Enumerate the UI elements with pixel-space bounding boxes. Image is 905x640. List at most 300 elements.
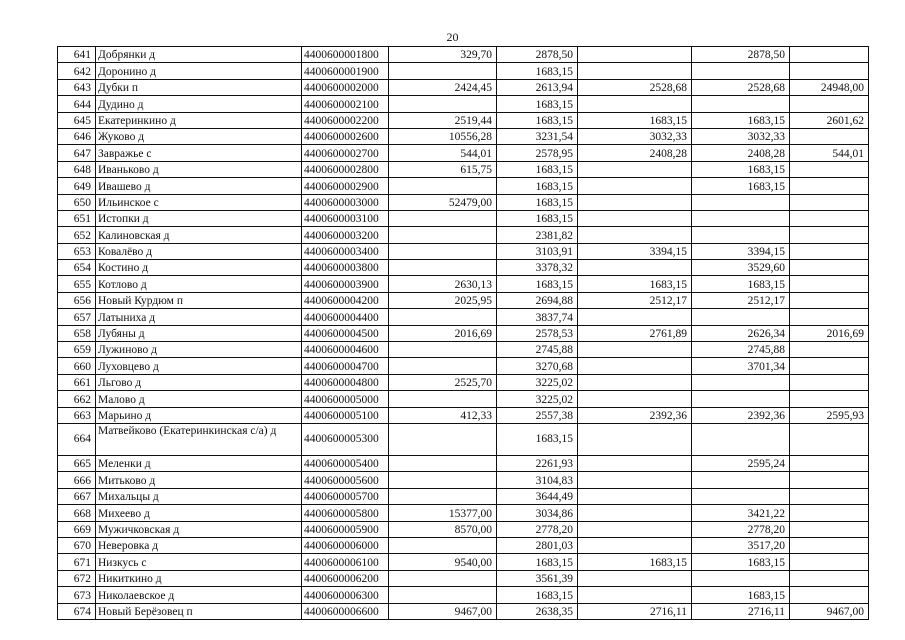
value-col-1-cell: 615,75 bbox=[389, 161, 497, 177]
settlement-name-cell: Мужичковская д bbox=[96, 521, 302, 537]
oktmo-code-cell: 4400600006000 bbox=[302, 537, 389, 553]
settlement-name-cell: Неверовка д bbox=[96, 537, 302, 553]
row-number-cell: 671 bbox=[58, 554, 96, 570]
value-col-5-cell bbox=[790, 260, 869, 276]
settlement-name-cell: Костино д bbox=[96, 260, 302, 276]
value-col-1-cell: 2016,69 bbox=[389, 325, 497, 341]
value-col-5-cell bbox=[790, 472, 869, 488]
row-number-cell: 641 bbox=[58, 47, 96, 63]
value-col-5-cell bbox=[790, 309, 869, 325]
value-col-5-cell: 24948,00 bbox=[790, 79, 869, 95]
value-col-3-cell bbox=[578, 391, 692, 407]
value-col-5-cell bbox=[790, 570, 869, 586]
table-row bbox=[58, 128, 869, 144]
row-number-cell: 672 bbox=[58, 570, 96, 586]
value-col-3-cell bbox=[578, 570, 692, 586]
row-number-cell: 667 bbox=[58, 488, 96, 504]
row-number-cell: 669 bbox=[58, 521, 96, 537]
value-col-4-cell: 2716,11 bbox=[692, 603, 790, 619]
value-col-5-cell bbox=[790, 227, 869, 243]
value-col-2-cell: 3644,49 bbox=[497, 488, 578, 504]
value-col-1-cell bbox=[389, 423, 497, 455]
settlement-name-cell: Никиткино д bbox=[96, 570, 302, 586]
table-row bbox=[58, 603, 869, 619]
value-col-3-cell bbox=[578, 374, 692, 390]
value-col-2-cell: 1683,15 bbox=[497, 63, 578, 79]
value-col-5-cell bbox=[790, 194, 869, 210]
value-col-3-cell bbox=[578, 309, 692, 325]
table-body bbox=[58, 47, 869, 620]
value-col-3-cell: 3032,33 bbox=[578, 128, 692, 144]
value-col-2-cell: 1683,15 bbox=[497, 587, 578, 603]
value-col-5-cell bbox=[790, 276, 869, 292]
value-col-1-cell: 2424,45 bbox=[389, 79, 497, 95]
value-col-4-cell: 2778,20 bbox=[692, 521, 790, 537]
oktmo-code-cell: 4400600005300 bbox=[302, 423, 389, 455]
value-col-5-cell bbox=[790, 210, 869, 226]
table-row bbox=[58, 505, 869, 521]
value-col-4-cell: 1683,15 bbox=[692, 554, 790, 570]
table-row bbox=[58, 325, 869, 341]
oktmo-code-cell: 4400600003100 bbox=[302, 210, 389, 226]
settlement-name-cell: Николаевское д bbox=[96, 587, 302, 603]
value-col-3-cell: 2716,11 bbox=[578, 603, 692, 619]
value-col-3-cell bbox=[578, 488, 692, 504]
oktmo-code-cell: 4400600003400 bbox=[302, 243, 389, 259]
value-col-2-cell: 1683,15 bbox=[497, 276, 578, 292]
value-col-4-cell: 1683,15 bbox=[692, 587, 790, 603]
table-row bbox=[58, 342, 869, 358]
settlement-name-cell: Новый Курдюм п bbox=[96, 292, 302, 308]
settlement-name-cell: Матвейково (Екатеринкинская с/а) д bbox=[96, 423, 302, 455]
value-col-3-cell: 3394,15 bbox=[578, 243, 692, 259]
value-col-3-cell bbox=[578, 194, 692, 210]
value-col-3-cell bbox=[578, 472, 692, 488]
value-col-3-cell bbox=[578, 587, 692, 603]
row-number-cell: 646 bbox=[58, 128, 96, 144]
settlement-name-cell: Ивашево д bbox=[96, 178, 302, 194]
value-col-5-cell bbox=[790, 47, 869, 63]
oktmo-code-cell: 4400600003900 bbox=[302, 276, 389, 292]
value-col-5-cell bbox=[790, 243, 869, 259]
value-col-2-cell: 2381,82 bbox=[497, 227, 578, 243]
table-row bbox=[58, 554, 869, 570]
value-col-4-cell: 1683,15 bbox=[692, 112, 790, 128]
value-col-5-cell bbox=[790, 374, 869, 390]
oktmo-code-cell: 4400600005800 bbox=[302, 505, 389, 521]
value-col-2-cell: 2801,03 bbox=[497, 537, 578, 553]
oktmo-code-cell: 4400600003800 bbox=[302, 260, 389, 276]
table-row bbox=[58, 374, 869, 390]
row-number-cell: 654 bbox=[58, 260, 96, 276]
row-number-cell: 657 bbox=[58, 309, 96, 325]
table-row bbox=[58, 112, 869, 128]
row-number-cell: 652 bbox=[58, 227, 96, 243]
value-col-1-cell: 9540,00 bbox=[389, 554, 497, 570]
value-col-1-cell bbox=[389, 96, 497, 112]
row-number-cell: 658 bbox=[58, 325, 96, 341]
value-col-1-cell bbox=[389, 210, 497, 226]
value-col-4-cell bbox=[692, 423, 790, 455]
value-col-4-cell bbox=[692, 391, 790, 407]
value-col-2-cell: 1683,15 bbox=[497, 194, 578, 210]
table-row bbox=[58, 79, 869, 95]
row-number-cell: 673 bbox=[58, 587, 96, 603]
row-number-cell: 649 bbox=[58, 178, 96, 194]
settlement-name-cell: Малово д bbox=[96, 391, 302, 407]
table-row bbox=[58, 537, 869, 553]
settlement-name-cell: Михальцы д bbox=[96, 488, 302, 504]
value-col-4-cell: 2528,68 bbox=[692, 79, 790, 95]
value-col-5-cell bbox=[790, 161, 869, 177]
value-col-2-cell: 3837,74 bbox=[497, 309, 578, 325]
table-row bbox=[58, 472, 869, 488]
value-col-4-cell bbox=[692, 210, 790, 226]
value-col-3-cell bbox=[578, 63, 692, 79]
value-col-1-cell: 2630,13 bbox=[389, 276, 497, 292]
row-number-cell: 664 bbox=[58, 423, 96, 455]
value-col-3-cell bbox=[578, 161, 692, 177]
value-col-2-cell: 3561,39 bbox=[497, 570, 578, 586]
row-number-cell: 668 bbox=[58, 505, 96, 521]
settlement-name-cell: Котлово д bbox=[96, 276, 302, 292]
settlement-name-cell: Марьино д bbox=[96, 407, 302, 423]
row-number-cell: 653 bbox=[58, 243, 96, 259]
value-col-4-cell: 2878,50 bbox=[692, 47, 790, 63]
value-col-5-cell bbox=[790, 178, 869, 194]
oktmo-code-cell: 4400600004600 bbox=[302, 342, 389, 358]
value-col-3-cell: 2408,28 bbox=[578, 145, 692, 161]
value-col-1-cell bbox=[389, 178, 497, 194]
value-col-2-cell: 2745,88 bbox=[497, 342, 578, 358]
table-row bbox=[58, 276, 869, 292]
settlement-name-cell: Лубяны д bbox=[96, 325, 302, 341]
table-row bbox=[58, 488, 869, 504]
value-col-5-cell bbox=[790, 292, 869, 308]
value-col-3-cell: 2512,17 bbox=[578, 292, 692, 308]
value-col-3-cell bbox=[578, 455, 692, 471]
value-col-3-cell: 1683,15 bbox=[578, 554, 692, 570]
settlement-name-cell: Иваньково д bbox=[96, 161, 302, 177]
value-col-4-cell: 2512,17 bbox=[692, 292, 790, 308]
oktmo-code-cell: 4400600006100 bbox=[302, 554, 389, 570]
row-number-cell: 674 bbox=[58, 603, 96, 619]
oktmo-code-cell: 4400600003200 bbox=[302, 227, 389, 243]
value-col-1-cell: 412,33 bbox=[389, 407, 497, 423]
value-col-4-cell: 1683,15 bbox=[692, 276, 790, 292]
value-col-2-cell: 3103,91 bbox=[497, 243, 578, 259]
value-col-5-cell: 544,01 bbox=[790, 145, 869, 161]
row-number-cell: 644 bbox=[58, 96, 96, 112]
value-col-2-cell: 2557,38 bbox=[497, 407, 578, 423]
settlement-name-cell: Калиновская д bbox=[96, 227, 302, 243]
row-number-cell: 659 bbox=[58, 342, 96, 358]
value-col-5-cell bbox=[790, 521, 869, 537]
oktmo-code-cell: 4400600004800 bbox=[302, 374, 389, 390]
value-col-4-cell bbox=[692, 472, 790, 488]
oktmo-code-cell: 4400600005000 bbox=[302, 391, 389, 407]
value-col-1-cell bbox=[389, 488, 497, 504]
value-col-4-cell: 3032,33 bbox=[692, 128, 790, 144]
row-number-cell: 656 bbox=[58, 292, 96, 308]
settlement-name-cell: Истопки д bbox=[96, 210, 302, 226]
value-col-1-cell: 15377,00 bbox=[389, 505, 497, 521]
value-col-5-cell bbox=[790, 554, 869, 570]
table-row bbox=[58, 521, 869, 537]
value-col-2-cell: 2578,53 bbox=[497, 325, 578, 341]
settlement-name-cell: Жуково д bbox=[96, 128, 302, 144]
table-row bbox=[58, 260, 869, 276]
value-col-2-cell: 3231,54 bbox=[497, 128, 578, 144]
value-col-5-cell bbox=[790, 342, 869, 358]
value-col-4-cell: 3701,34 bbox=[692, 358, 790, 374]
value-col-4-cell: 3529,60 bbox=[692, 260, 790, 276]
table-row bbox=[58, 455, 869, 471]
table-row bbox=[58, 423, 869, 455]
value-col-1-cell bbox=[389, 472, 497, 488]
value-col-1-cell: 2519,44 bbox=[389, 112, 497, 128]
row-number-cell: 660 bbox=[58, 358, 96, 374]
value-col-5-cell bbox=[790, 358, 869, 374]
value-col-3-cell bbox=[578, 96, 692, 112]
value-col-1-cell: 329,70 bbox=[389, 47, 497, 63]
row-number-cell: 647 bbox=[58, 145, 96, 161]
oktmo-code-cell: 4400600001800 bbox=[302, 47, 389, 63]
value-col-4-cell: 3394,15 bbox=[692, 243, 790, 259]
oktmo-code-cell: 4400600004500 bbox=[302, 325, 389, 341]
value-col-1-cell bbox=[389, 537, 497, 553]
settlement-name-cell: Луховцево д bbox=[96, 358, 302, 374]
value-col-3-cell bbox=[578, 537, 692, 553]
value-col-2-cell: 2613,94 bbox=[497, 79, 578, 95]
value-col-3-cell bbox=[578, 227, 692, 243]
table-row bbox=[58, 407, 869, 423]
value-col-1-cell bbox=[389, 358, 497, 374]
settlement-name-cell: Ковалёво д bbox=[96, 243, 302, 259]
value-col-2-cell: 3378,32 bbox=[497, 260, 578, 276]
value-col-4-cell bbox=[692, 194, 790, 210]
table-row bbox=[58, 309, 869, 325]
row-number-cell: 643 bbox=[58, 79, 96, 95]
value-col-5-cell: 2016,69 bbox=[790, 325, 869, 341]
value-col-3-cell bbox=[578, 47, 692, 63]
value-col-2-cell: 3104,83 bbox=[497, 472, 578, 488]
oktmo-code-cell: 4400600002700 bbox=[302, 145, 389, 161]
value-col-2-cell: 1683,15 bbox=[497, 178, 578, 194]
value-col-3-cell: 2528,68 bbox=[578, 79, 692, 95]
settlements-table bbox=[57, 46, 869, 620]
value-col-1-cell bbox=[389, 570, 497, 586]
settlement-name-cell: Ильинское с bbox=[96, 194, 302, 210]
table-row bbox=[58, 145, 869, 161]
value-col-4-cell bbox=[692, 374, 790, 390]
value-col-5-cell bbox=[790, 128, 869, 144]
value-col-3-cell bbox=[578, 505, 692, 521]
value-col-2-cell: 3225,02 bbox=[497, 374, 578, 390]
row-number-cell: 662 bbox=[58, 391, 96, 407]
value-col-2-cell: 2578,95 bbox=[497, 145, 578, 161]
table-row bbox=[58, 210, 869, 226]
table-row bbox=[58, 47, 869, 63]
value-col-3-cell bbox=[578, 210, 692, 226]
value-col-5-cell bbox=[790, 488, 869, 504]
value-col-3-cell: 2392,36 bbox=[578, 407, 692, 423]
table-row bbox=[58, 358, 869, 374]
settlement-name-cell: Льгово д bbox=[96, 374, 302, 390]
value-col-2-cell: 1683,15 bbox=[497, 210, 578, 226]
value-col-5-cell bbox=[790, 537, 869, 553]
value-col-1-cell bbox=[389, 309, 497, 325]
settlement-name-cell: Меленки д bbox=[96, 455, 302, 471]
oktmo-code-cell: 4400600006200 bbox=[302, 570, 389, 586]
table-row bbox=[58, 63, 869, 79]
value-col-2-cell: 1683,15 bbox=[497, 112, 578, 128]
value-col-1-cell bbox=[389, 391, 497, 407]
oktmo-code-cell: 4400600002800 bbox=[302, 161, 389, 177]
value-col-4-cell bbox=[692, 309, 790, 325]
oktmo-code-cell: 4400600002100 bbox=[302, 96, 389, 112]
page-number: 20 bbox=[446, 30, 459, 44]
value-col-2-cell: 2638,35 bbox=[497, 603, 578, 619]
row-number-cell: 665 bbox=[58, 455, 96, 471]
value-col-3-cell bbox=[578, 423, 692, 455]
value-col-1-cell: 8570,00 bbox=[389, 521, 497, 537]
value-col-1-cell: 2025,95 bbox=[389, 292, 497, 308]
value-col-2-cell: 3270,68 bbox=[497, 358, 578, 374]
settlement-name-cell: Дудино д bbox=[96, 96, 302, 112]
row-number-cell: 650 bbox=[58, 194, 96, 210]
row-number-cell: 666 bbox=[58, 472, 96, 488]
value-col-5-cell bbox=[790, 391, 869, 407]
row-number-cell: 670 bbox=[58, 537, 96, 553]
value-col-1-cell: 9467,00 bbox=[389, 603, 497, 619]
value-col-4-cell bbox=[692, 63, 790, 79]
value-col-1-cell bbox=[389, 455, 497, 471]
value-col-5-cell: 2595,93 bbox=[790, 407, 869, 423]
value-col-2-cell: 1683,15 bbox=[497, 554, 578, 570]
value-col-2-cell: 2878,50 bbox=[497, 47, 578, 63]
value-col-4-cell: 3517,20 bbox=[692, 537, 790, 553]
row-number-cell: 663 bbox=[58, 407, 96, 423]
value-col-4-cell: 2745,88 bbox=[692, 342, 790, 358]
oktmo-code-cell: 4400600002200 bbox=[302, 112, 389, 128]
row-number-cell: 642 bbox=[58, 63, 96, 79]
table-row bbox=[58, 227, 869, 243]
settlement-name-cell: Екатеринкино д bbox=[96, 112, 302, 128]
value-col-1-cell: 2525,70 bbox=[389, 374, 497, 390]
oktmo-code-cell: 4400600004400 bbox=[302, 309, 389, 325]
table-row bbox=[58, 243, 869, 259]
oktmo-code-cell: 4400600005400 bbox=[302, 455, 389, 471]
settlement-name-cell: Дубки п bbox=[96, 79, 302, 95]
value-col-4-cell: 2595,24 bbox=[692, 455, 790, 471]
oktmo-code-cell: 4400600002600 bbox=[302, 128, 389, 144]
settlement-name-cell: Латыниха д bbox=[96, 309, 302, 325]
value-col-1-cell bbox=[389, 342, 497, 358]
value-col-2-cell: 2694,88 bbox=[497, 292, 578, 308]
value-col-3-cell bbox=[578, 178, 692, 194]
value-col-1-cell bbox=[389, 63, 497, 79]
value-col-3-cell bbox=[578, 358, 692, 374]
value-col-5-cell bbox=[790, 587, 869, 603]
oktmo-code-cell: 4400600002000 bbox=[302, 79, 389, 95]
value-col-4-cell bbox=[692, 96, 790, 112]
oktmo-code-cell: 4400600005100 bbox=[302, 407, 389, 423]
row-number-cell: 645 bbox=[58, 112, 96, 128]
settlement-name-cell: Доронино д bbox=[96, 63, 302, 79]
table-row bbox=[58, 96, 869, 112]
value-col-5-cell bbox=[790, 455, 869, 471]
table-row bbox=[58, 570, 869, 586]
settlement-name-cell: Лужиново д bbox=[96, 342, 302, 358]
value-col-3-cell: 2761,89 bbox=[578, 325, 692, 341]
settlement-name-cell: Низкусь с bbox=[96, 554, 302, 570]
table-row bbox=[58, 391, 869, 407]
value-col-2-cell: 3034,86 bbox=[497, 505, 578, 521]
value-col-1-cell bbox=[389, 587, 497, 603]
value-col-2-cell: 1683,15 bbox=[497, 96, 578, 112]
value-col-4-cell bbox=[692, 488, 790, 504]
row-number-cell: 655 bbox=[58, 276, 96, 292]
value-col-4-cell: 2626,34 bbox=[692, 325, 790, 341]
value-col-3-cell bbox=[578, 521, 692, 537]
oktmo-code-cell: 4400600002900 bbox=[302, 178, 389, 194]
settlement-name-cell: Завражье с bbox=[96, 145, 302, 161]
settlement-name-cell: Новый Берёзовец п bbox=[96, 603, 302, 619]
settlement-name-cell: Митьково д bbox=[96, 472, 302, 488]
value-col-5-cell bbox=[790, 505, 869, 521]
oktmo-code-cell: 4400600004700 bbox=[302, 358, 389, 374]
value-col-1-cell: 10556,28 bbox=[389, 128, 497, 144]
value-col-4-cell: 1683,15 bbox=[692, 178, 790, 194]
value-col-2-cell: 1683,15 bbox=[497, 161, 578, 177]
value-col-1-cell bbox=[389, 227, 497, 243]
oktmo-code-cell: 4400600004200 bbox=[302, 292, 389, 308]
oktmo-code-cell: 4400600005700 bbox=[302, 488, 389, 504]
value-col-3-cell bbox=[578, 260, 692, 276]
settlement-name-cell: Михеево д bbox=[96, 505, 302, 521]
oktmo-code-cell: 4400600005600 bbox=[302, 472, 389, 488]
value-col-4-cell: 2408,28 bbox=[692, 145, 790, 161]
oktmo-code-cell: 4400600006300 bbox=[302, 587, 389, 603]
value-col-4-cell bbox=[692, 570, 790, 586]
value-col-1-cell: 52479,00 bbox=[389, 194, 497, 210]
value-col-4-cell: 1683,15 bbox=[692, 161, 790, 177]
settlement-name-cell: Добрянки д bbox=[96, 47, 302, 63]
table-row bbox=[58, 178, 869, 194]
value-col-3-cell: 1683,15 bbox=[578, 112, 692, 128]
value-col-1-cell: 544,01 bbox=[389, 145, 497, 161]
value-col-2-cell: 2261,93 bbox=[497, 455, 578, 471]
value-col-2-cell: 1683,15 bbox=[497, 423, 578, 455]
oktmo-code-cell: 4400600005900 bbox=[302, 521, 389, 537]
oktmo-code-cell: 4400600003000 bbox=[302, 194, 389, 210]
oktmo-code-cell: 4400600006600 bbox=[302, 603, 389, 619]
table-row bbox=[58, 194, 869, 210]
value-col-1-cell bbox=[389, 243, 497, 259]
value-col-1-cell bbox=[389, 260, 497, 276]
table-row bbox=[58, 161, 869, 177]
value-col-5-cell bbox=[790, 96, 869, 112]
value-col-2-cell: 3225,02 bbox=[497, 391, 578, 407]
table-row bbox=[58, 292, 869, 308]
row-number-cell: 651 bbox=[58, 210, 96, 226]
value-col-5-cell bbox=[790, 63, 869, 79]
value-col-4-cell: 3421,22 bbox=[692, 505, 790, 521]
value-col-2-cell: 2778,20 bbox=[497, 521, 578, 537]
value-col-5-cell bbox=[790, 423, 869, 455]
table-row bbox=[58, 587, 869, 603]
